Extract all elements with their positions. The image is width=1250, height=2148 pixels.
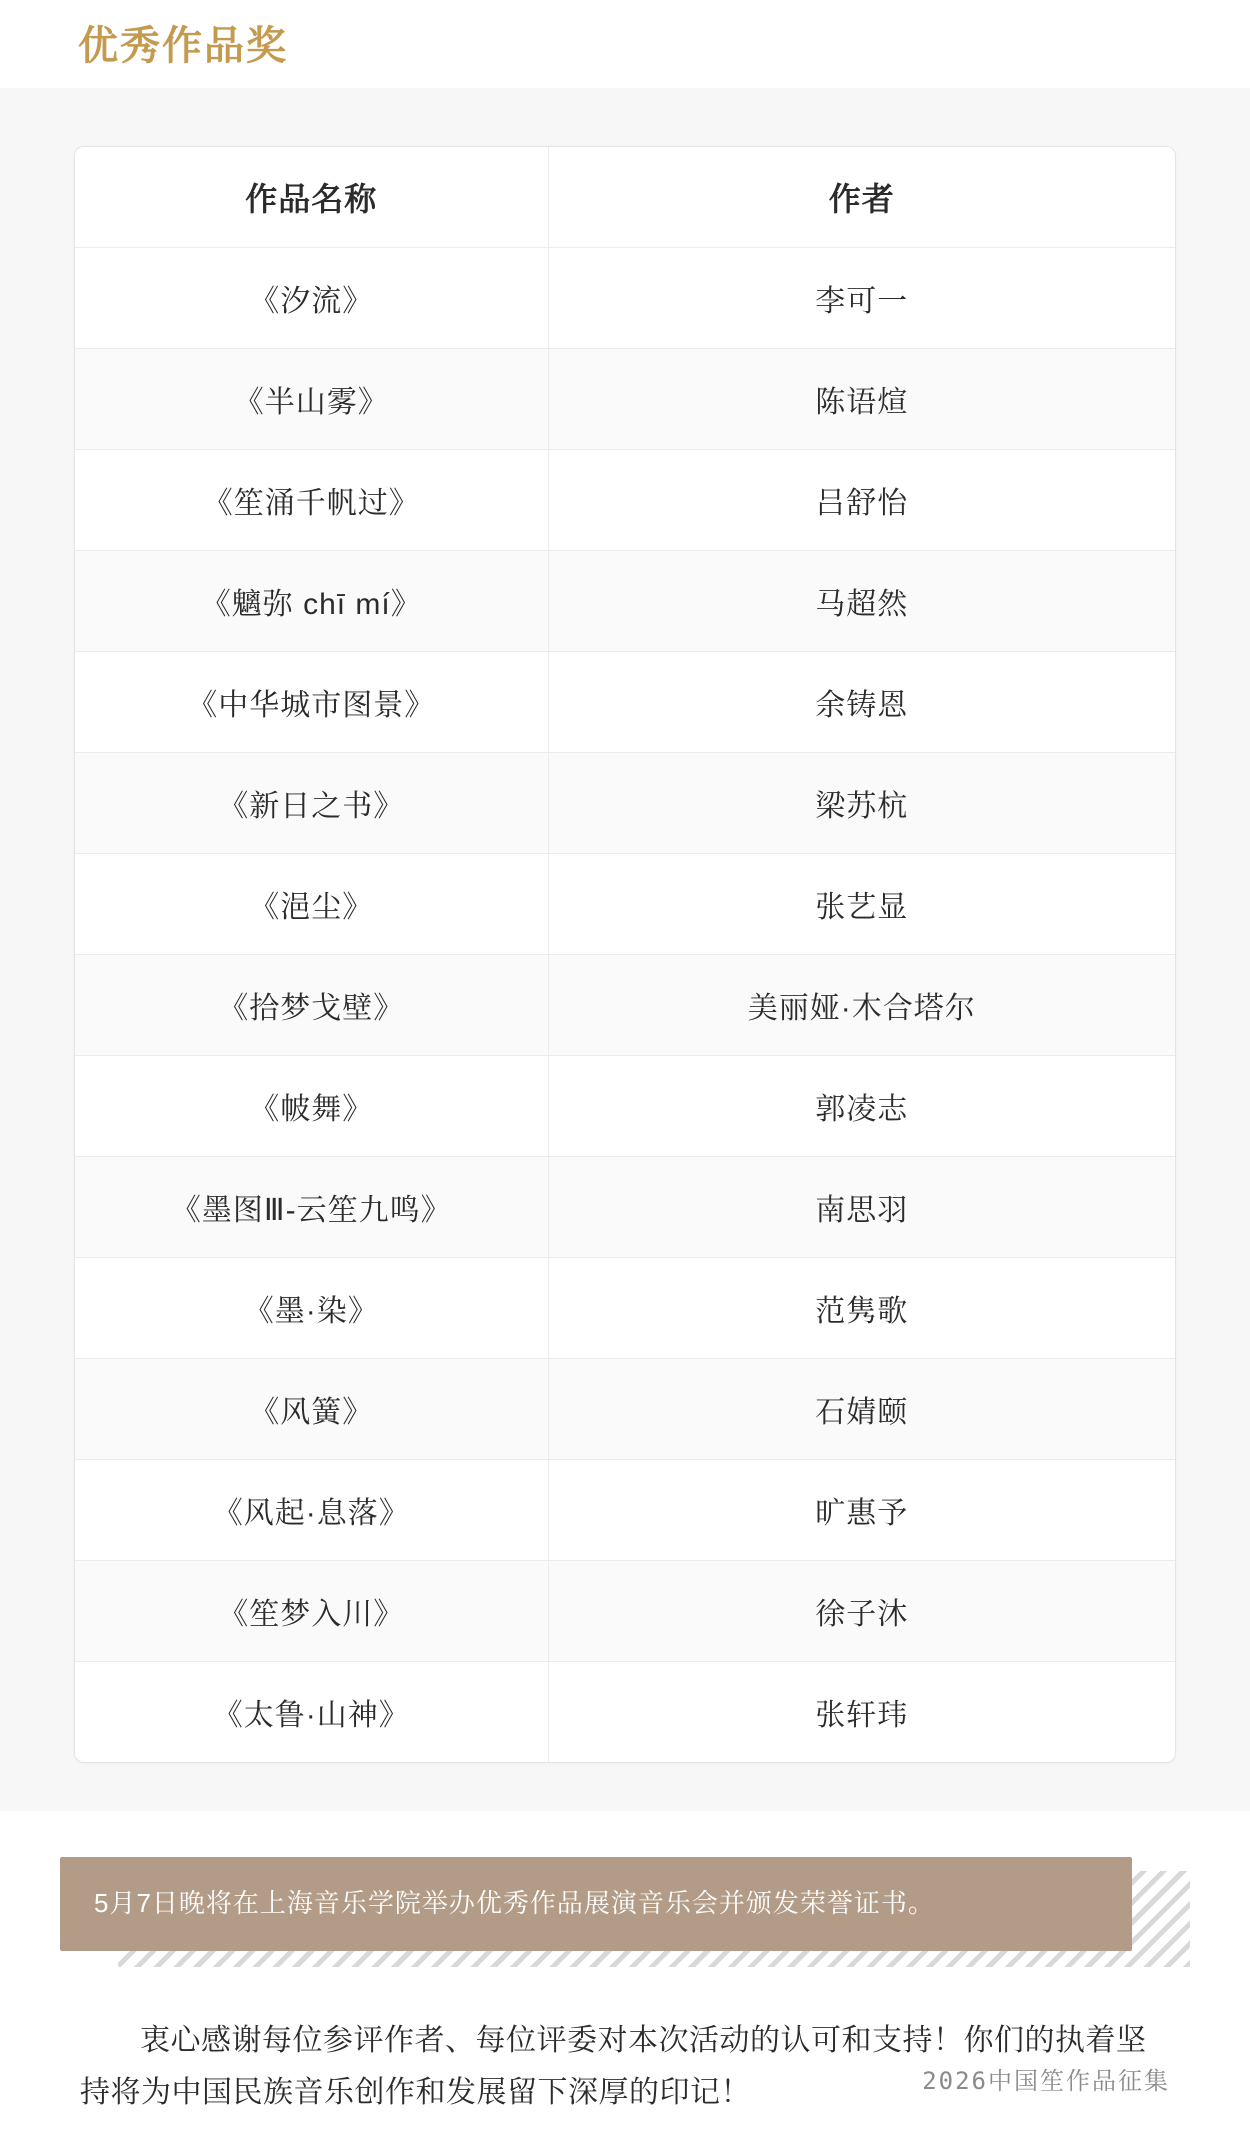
awards-table-wrap [74, 146, 1176, 1763]
footer-caption: 2026中国笙作品征集 [922, 2067, 1170, 2095]
table-row [75, 1157, 1175, 1258]
cell-author: 余铸恩 [548, 652, 1175, 753]
cell-author: 吕舒怡 [548, 450, 1175, 551]
cell-work: 《笙涌千帆过》 [75, 450, 548, 551]
table-row [75, 1056, 1175, 1157]
cell-author: 郭凌志 [548, 1056, 1175, 1157]
cell-work: 《墨图Ⅲ-云笙九鸣》 [75, 1157, 548, 1258]
awards-table-panel [0, 88, 1250, 1811]
cell-work: 《魑弥 chī mí》 [75, 551, 548, 652]
cell-author: 范隽歌 [548, 1258, 1175, 1359]
cell-author: 马超然 [548, 551, 1175, 652]
table-row [75, 652, 1175, 753]
cell-work: 《风簧》 [75, 1359, 548, 1460]
table-row [75, 1460, 1175, 1561]
cell-work: 《拾梦戈壁》 [75, 955, 548, 1056]
table-row [75, 955, 1175, 1056]
notice-stripe-wrap [60, 1857, 1190, 1951]
cell-work: 《新日之书》 [75, 753, 548, 854]
table-row [75, 1359, 1175, 1460]
cell-work: 《墨·染》 [75, 1258, 548, 1359]
table-row [75, 854, 1175, 955]
notice-area [0, 1811, 1250, 1951]
table-row [75, 551, 1175, 652]
cell-author: 梁苏杭 [548, 753, 1175, 854]
table-row [75, 248, 1175, 349]
table-row [75, 450, 1175, 551]
cell-work: 《风起·息落》 [75, 1460, 548, 1561]
cell-work: 《中华城市图景》 [75, 652, 548, 753]
table-row [75, 1561, 1175, 1662]
closing-paragraph: 衷心感谢每位参评作者、每位评委对本次活动的认可和支持！你们的执着坚持将为中国民族音乐创作和发展留下深厚的印记！ [80, 2023, 1147, 2110]
cell-work: 《汐流》 [75, 248, 548, 349]
cell-author: 张艺显 [548, 854, 1175, 955]
cell-author: 李可一 [548, 248, 1175, 349]
awards-table [75, 147, 1175, 1762]
cell-author: 南思羽 [548, 1157, 1175, 1258]
cell-author: 陈语煊 [548, 349, 1175, 450]
column-header-author: 作者 [548, 147, 1175, 248]
cell-work: 《半山雾》 [75, 349, 548, 450]
cell-author: 石婧颐 [548, 1359, 1175, 1460]
table-header-row [75, 147, 1175, 248]
notice-banner: 5月7日晚将在上海音乐学院举办优秀作品展演音乐会并颁发荣誉证书。 [60, 1857, 1132, 1951]
cell-author: 徐子沐 [548, 1561, 1175, 1662]
table-row [75, 1662, 1175, 1763]
cell-work: 《帔舞》 [75, 1056, 548, 1157]
cell-work: 《太鲁·山神》 [75, 1662, 548, 1763]
cell-author: 美丽娅·木合塔尔 [548, 955, 1175, 1056]
cell-author: 张轩玮 [548, 1662, 1175, 1763]
page-title: 优秀作品奖 [78, 24, 288, 68]
table-row [75, 1258, 1175, 1359]
table-row [75, 349, 1175, 450]
column-header-work: 作品名称 [75, 147, 548, 248]
cell-author: 旷惠予 [548, 1460, 1175, 1561]
title-block [0, 0, 1250, 88]
cell-work: 《浥尘》 [75, 854, 548, 955]
cell-work: 《笙梦入川》 [75, 1561, 548, 1662]
table-row [75, 753, 1175, 854]
